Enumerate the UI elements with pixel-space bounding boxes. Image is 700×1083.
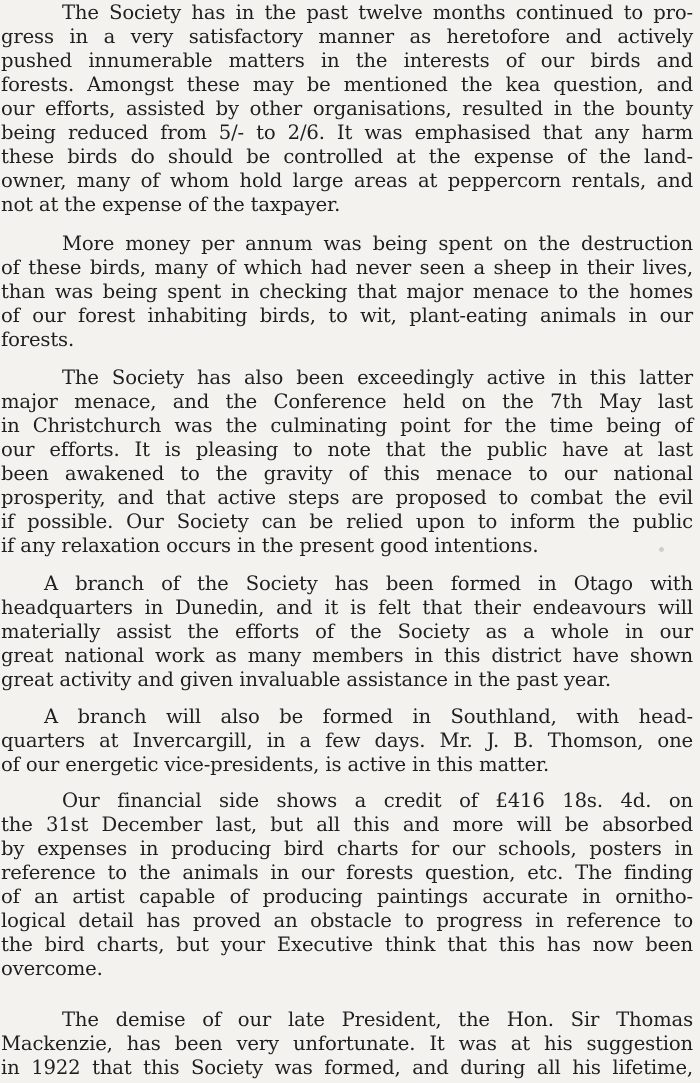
text-line: our efforts, assisted by other organisations, resulted in the bounty bbox=[1, 97, 693, 120]
text-line: great activity and given invaluable assistance in the past year. bbox=[1, 668, 611, 691]
text-line: in Christchurch was the culminating point for the time being of bbox=[1, 414, 693, 437]
text-line: headquarters in Dunedin, and it is felt that their endeavours will bbox=[1, 596, 693, 619]
text-line: in 1922 that this Society was formed, and during all his lifetime, bbox=[1, 1056, 693, 1079]
text-line: Our financial side shows a credit of £416 18s. 4d. on bbox=[62, 789, 693, 812]
text-line: prosperity, and that active steps are proposed to combat the evil bbox=[1, 486, 693, 509]
text-line: forests. bbox=[1, 328, 75, 351]
text-line: great national work as many members in this district have shown bbox=[1, 644, 693, 667]
text-line: More money per annum was being spent on the destruction bbox=[62, 232, 693, 255]
text-line: A branch of the Society has been formed in Otago with bbox=[44, 572, 693, 595]
text-line: being reduced from 5/- to 2/6. It was emphasised that any harm bbox=[1, 121, 693, 144]
text-line: Mackenzie, has been very unfortunate. It was at his suggestion bbox=[1, 1032, 693, 1055]
text-line: reference to the animals in our forests question, etc. The finding bbox=[1, 861, 693, 884]
text-line: of an artist capable of producing paintings accurate in ornitho- bbox=[1, 885, 693, 908]
text-line: logical detail has proved an obstacle to progress in reference to bbox=[1, 909, 693, 932]
text-line: major menace, and the Conference held on the 7th May last bbox=[1, 390, 693, 413]
text-line: these birds do should be controlled at the expense of the land- bbox=[1, 145, 693, 168]
text-line: The Society has in the past twelve months continued to pro- bbox=[62, 1, 693, 24]
text-line: the 31st December last, but all this and more will be absorbed bbox=[1, 813, 693, 836]
text-line: The demise of our late President, the Hon. Sir Thomas bbox=[62, 1008, 693, 1031]
text-line: gress in a very satisfactory manner as heretofore and actively bbox=[1, 25, 693, 48]
text-line: pushed innumerable matters in the interests of our birds and bbox=[1, 49, 693, 72]
text-line: been awakened to the gravity of this menace to our national bbox=[1, 462, 693, 485]
text-line: if possible. Our Society can be relied upon to inform the public bbox=[1, 510, 693, 533]
text-line: than was being spent in checking that major menace to the homes bbox=[1, 280, 693, 303]
text-line: forests. Amongst these may be mentioned the kea question, and bbox=[1, 73, 693, 96]
text-line: by expenses in producing bird charts for our schools, posters in bbox=[1, 837, 693, 860]
text-line: overcome. bbox=[1, 957, 103, 980]
text-line: the bird charts, but your Executive think that this has now been bbox=[1, 933, 693, 956]
text-line: if any relaxation occurs in the present good intentions. bbox=[1, 534, 539, 557]
text-line: of these birds, many of which had never seen a sheep in their lives, bbox=[1, 256, 693, 279]
paper-speck bbox=[659, 547, 664, 552]
text-line: owner, many of whom hold large areas at peppercorn rentals, and bbox=[1, 169, 693, 192]
text-line: The Society has also been exceedingly active in this latter bbox=[62, 366, 693, 389]
text-line: our efforts. It is pleasing to note that the public have at last bbox=[1, 438, 693, 461]
text-line: quarters at Invercargill, in a few days. Mr. J. B. Thomson, one bbox=[1, 729, 693, 752]
text-line: A branch will also be formed in Southland, with head- bbox=[44, 705, 693, 728]
text-line: of our forest inhabiting birds, to wit, plant-eating animals in our bbox=[1, 304, 693, 327]
text-line: materially assist the efforts of the Society as a whole in our bbox=[1, 620, 693, 643]
text-line: not at the expense of the taxpayer. bbox=[1, 193, 341, 216]
text-line: of our energetic vice-presidents, is active in this matter. bbox=[1, 753, 550, 776]
